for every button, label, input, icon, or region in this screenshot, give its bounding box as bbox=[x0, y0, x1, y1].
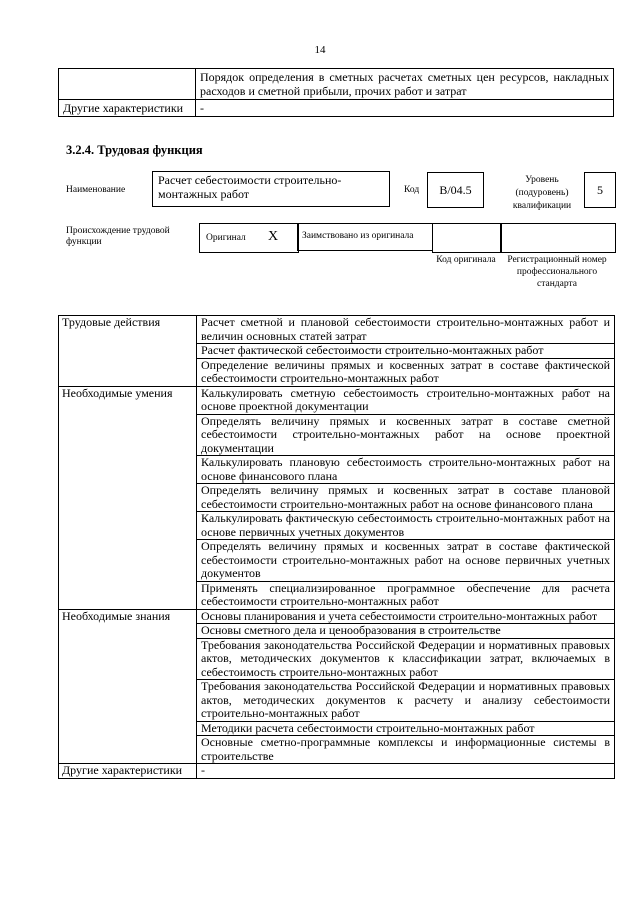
row-value: - bbox=[196, 100, 614, 117]
row-item: - bbox=[197, 764, 615, 779]
row-label: Другие характеристики bbox=[59, 100, 196, 117]
top-table bbox=[58, 68, 614, 117]
row-item: Калькулировать плановую себестоимость строительно-монтажных работ на основе финансового плана bbox=[197, 456, 615, 484]
origin-code-box bbox=[432, 223, 502, 253]
row-item: Основы сметного дела и ценообразования в строительстве bbox=[197, 624, 615, 639]
borrowed-box bbox=[297, 223, 433, 251]
row-item: Определять величину прямых и косвенных затрат в составе фактической себестоимости строительно-монтажных работ на основе первичных учетных документов bbox=[197, 540, 615, 582]
row-item: Расчет сметной и плановой себестоимости строительно-монтажных работ и величин основных статей затрат bbox=[197, 316, 615, 344]
table-row bbox=[59, 100, 614, 117]
table-row bbox=[59, 764, 615, 779]
level-value: 5 bbox=[584, 172, 616, 208]
reg-caption: Регистрационный номер профессионального стандарта bbox=[507, 255, 607, 289]
row-label bbox=[59, 69, 196, 100]
original-mark: X bbox=[268, 229, 279, 244]
row-label: Необходимые знания bbox=[59, 609, 197, 764]
row-item: Применять специализированное программное обеспечение для расчета себестоимости строительно-монтажных работ bbox=[197, 581, 615, 609]
code-caption: Код оригинала bbox=[436, 255, 496, 265]
row-item: Требования законодательства Российской Федерации и нормативных правовых актов, методических документов к расчету и анализу себестоимости строительно-монтажных работ bbox=[197, 680, 615, 722]
row-item: Методики расчета себестоимости строительно-монтажных работ bbox=[197, 721, 615, 736]
row-item: Определять величину прямых и косвенных затрат в составе сметной себестоимости строительно-монтажных работ на основе проектной документации bbox=[197, 414, 615, 456]
row-label: Трудовые действия bbox=[59, 316, 197, 387]
table-row bbox=[59, 386, 615, 414]
row-value: Порядок определения в сметных расчетах сметных цен ресурсов, накладных расходов и сметной прибыли, прочих работ и затрат bbox=[196, 69, 614, 100]
row-label: Необходимые умения bbox=[59, 386, 197, 609]
code-value: B/04.5 bbox=[427, 172, 484, 208]
borrowed-label: Заимствовано из оригинала bbox=[302, 231, 414, 241]
row-item: Калькулировать фактическую себестоимость строительно-монтажных работ на основе первичных учетных документов bbox=[197, 512, 615, 540]
original-label: Оригинал bbox=[206, 233, 246, 243]
row-item: Калькулировать сметную себестоимость строительно-монтажных работ на основе проектной документации bbox=[197, 386, 615, 414]
row-item: Основы планирования и учета себестоимости строительно-монтажных работ bbox=[197, 609, 615, 624]
name-label: Наименование bbox=[66, 185, 126, 195]
table-row bbox=[59, 609, 615, 624]
row-item: Основные сметно-программные комплексы и информационные системы в строительстве bbox=[197, 736, 615, 764]
origin-label: Происхождение трудовой функции bbox=[66, 226, 170, 247]
level-label: Уровень (подуровень) квалификации bbox=[512, 175, 572, 211]
name-value: Расчет себестоимости строительно-монтажных работ bbox=[152, 171, 390, 207]
row-item: Расчет фактической себестоимости строительно-монтажных работ bbox=[197, 344, 615, 359]
row-item: Требования законодательства Российской Федерации и нормативных правовых актов, методических документов к классификации затрат, включаемых в себестоимость строительно-монтажных работ bbox=[197, 638, 615, 680]
section-title: 3.2.4. Трудовая функция bbox=[66, 143, 203, 157]
function-table bbox=[58, 315, 615, 779]
table-row bbox=[59, 316, 615, 344]
table-row bbox=[59, 69, 614, 100]
page-number: 14 bbox=[314, 44, 326, 56]
row-item: Определять величину прямых и косвенных затрат в составе плановой себестоимости строительно-монтажных работ на основе финансового плана bbox=[197, 484, 615, 512]
row-item: Определение величины прямых и косвенных затрат в составе фактической себестоимости строительно-монтажных работ bbox=[197, 358, 615, 386]
code-label: Код bbox=[404, 185, 420, 195]
row-label: Другие характеристики bbox=[59, 764, 197, 779]
reg-number-box bbox=[500, 223, 616, 253]
